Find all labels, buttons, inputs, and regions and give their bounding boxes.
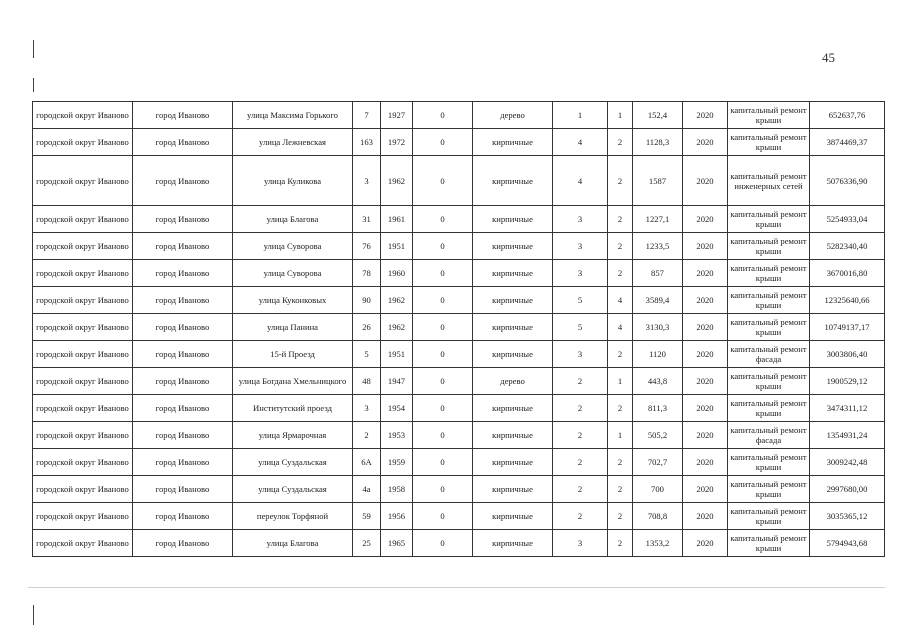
build-year-cell: 1958 xyxy=(381,476,413,503)
area-cell: 1120 xyxy=(633,341,683,368)
table-row xyxy=(33,206,885,233)
work-type-cell: капитальный ремонт крыши xyxy=(728,102,810,129)
house-number-cell: 2 xyxy=(353,422,381,449)
zero-value-cell: 0 xyxy=(413,206,473,233)
street-cell: улица Куликова xyxy=(233,156,353,206)
table-row xyxy=(33,260,885,287)
work-type-cell: капитальный ремонт крыши xyxy=(728,476,810,503)
house-number-cell: 76 xyxy=(353,233,381,260)
zero-value-cell: 0 xyxy=(413,341,473,368)
floors-cell: 5 xyxy=(553,287,608,314)
floors-cell: 2 xyxy=(553,503,608,530)
floors-cell: 2 xyxy=(553,449,608,476)
area-cell: 3589,4 xyxy=(633,287,683,314)
floors-cell: 2 xyxy=(553,395,608,422)
zero-value-cell: 0 xyxy=(413,503,473,530)
city-cell: город Иваново xyxy=(133,156,233,206)
city-cell: город Иваново xyxy=(133,395,233,422)
entrances-cell: 2 xyxy=(608,156,633,206)
work-type-cell: капитальный ремонт крыши xyxy=(728,530,810,557)
cost-cell: 3003806,40 xyxy=(810,341,885,368)
plan-year-cell: 2020 xyxy=(683,287,728,314)
city-cell: город Иваново xyxy=(133,449,233,476)
table-row xyxy=(33,233,885,260)
municipality-cell: городской округ Иваново xyxy=(33,129,133,156)
work-type-cell: капитальный ремонт крыши xyxy=(728,260,810,287)
floors-cell: 4 xyxy=(553,156,608,206)
entrances-cell: 2 xyxy=(608,129,633,156)
build-year-cell: 1953 xyxy=(381,422,413,449)
floors-cell: 2 xyxy=(553,368,608,395)
zero-value-cell: 0 xyxy=(413,156,473,206)
house-number-cell: 25 xyxy=(353,530,381,557)
area-cell: 505,2 xyxy=(633,422,683,449)
street-cell: Институтский проезд xyxy=(233,395,353,422)
street-cell: улица Суздальская xyxy=(233,476,353,503)
work-type-cell: капитальный ремонт инженерных сетей xyxy=(728,156,810,206)
house-number-cell: 78 xyxy=(353,260,381,287)
work-type-cell: капитальный ремонт крыши xyxy=(728,314,810,341)
wall-material-cell: кирпичные xyxy=(473,233,553,260)
floors-cell: 3 xyxy=(553,233,608,260)
area-cell: 857 xyxy=(633,260,683,287)
work-type-cell: капитальный ремонт крыши xyxy=(728,206,810,233)
area-cell: 1233,5 xyxy=(633,233,683,260)
zero-value-cell: 0 xyxy=(413,530,473,557)
cost-cell: 5282340,40 xyxy=(810,233,885,260)
table-row xyxy=(33,368,885,395)
wall-material-cell: кирпичные xyxy=(473,449,553,476)
table-row xyxy=(33,102,885,129)
entrances-cell: 2 xyxy=(608,449,633,476)
street-cell: улица Суворова xyxy=(233,233,353,260)
cost-cell: 3474311,12 xyxy=(810,395,885,422)
entrances-cell: 2 xyxy=(608,395,633,422)
table-row xyxy=(33,476,885,503)
municipality-cell: городской округ Иваново xyxy=(33,476,133,503)
work-type-cell: капитальный ремонт крыши xyxy=(728,503,810,530)
work-type-cell: капитальный ремонт крыши xyxy=(728,129,810,156)
area-cell: 1353,2 xyxy=(633,530,683,557)
build-year-cell: 1962 xyxy=(381,314,413,341)
table-row xyxy=(33,129,885,156)
floors-cell: 1 xyxy=(553,102,608,129)
cost-cell: 2997680,00 xyxy=(810,476,885,503)
table-row xyxy=(33,314,885,341)
build-year-cell: 1960 xyxy=(381,260,413,287)
cost-cell: 3035365,12 xyxy=(810,503,885,530)
zero-value-cell: 0 xyxy=(413,395,473,422)
wall-material-cell: кирпичные xyxy=(473,129,553,156)
cost-cell: 652637,76 xyxy=(810,102,885,129)
zero-value-cell: 0 xyxy=(413,129,473,156)
municipality-cell: городской округ Иваново xyxy=(33,449,133,476)
entrances-cell: 2 xyxy=(608,233,633,260)
street-cell: улица Лежневская xyxy=(233,129,353,156)
street-cell: улица Максима Горького xyxy=(233,102,353,129)
table-row xyxy=(33,341,885,368)
city-cell: город Иваново xyxy=(133,314,233,341)
cost-cell: 3670016,80 xyxy=(810,260,885,287)
street-cell: улица Суворова xyxy=(233,260,353,287)
house-number-cell: 3 xyxy=(353,395,381,422)
plan-year-cell: 2020 xyxy=(683,233,728,260)
housing-repair-table xyxy=(32,101,885,557)
build-year-cell: 1956 xyxy=(381,503,413,530)
entrances-cell: 2 xyxy=(608,341,633,368)
entrances-cell: 1 xyxy=(608,422,633,449)
house-number-cell: 7 xyxy=(353,102,381,129)
house-number-cell: 3 xyxy=(353,156,381,206)
street-cell: улица Благова xyxy=(233,206,353,233)
city-cell: город Иваново xyxy=(133,530,233,557)
house-number-cell: 163 xyxy=(353,129,381,156)
table-row xyxy=(33,449,885,476)
floors-cell: 2 xyxy=(553,422,608,449)
cost-cell: 5794943,68 xyxy=(810,530,885,557)
build-year-cell: 1927 xyxy=(381,102,413,129)
municipality-cell: городской округ Иваново xyxy=(33,530,133,557)
zero-value-cell: 0 xyxy=(413,476,473,503)
wall-material-cell: дерево xyxy=(473,368,553,395)
wall-material-cell: дерево xyxy=(473,102,553,129)
build-year-cell: 1951 xyxy=(381,341,413,368)
city-cell: город Иваново xyxy=(133,503,233,530)
cost-cell: 3009242,48 xyxy=(810,449,885,476)
work-type-cell: капитальный ремонт крыши xyxy=(728,395,810,422)
street-cell: улица Богдана Хмельницкого xyxy=(233,368,353,395)
floors-cell: 3 xyxy=(553,260,608,287)
city-cell: город Иваново xyxy=(133,368,233,395)
city-cell: город Иваново xyxy=(133,260,233,287)
entrances-cell: 2 xyxy=(608,476,633,503)
build-year-cell: 1961 xyxy=(381,206,413,233)
table-row xyxy=(33,503,885,530)
area-cell: 811,3 xyxy=(633,395,683,422)
wall-material-cell: кирпичные xyxy=(473,287,553,314)
page-number: 45 xyxy=(822,50,835,65)
work-type-cell: капитальный ремонт фасада xyxy=(728,422,810,449)
plan-year-cell: 2020 xyxy=(683,503,728,530)
entrances-cell: 1 xyxy=(608,368,633,395)
house-number-cell: 90 xyxy=(353,287,381,314)
zero-value-cell: 0 xyxy=(413,233,473,260)
table-row xyxy=(33,530,885,557)
city-cell: город Иваново xyxy=(133,476,233,503)
wall-material-cell: кирпичные xyxy=(473,395,553,422)
house-number-cell: 59 xyxy=(353,503,381,530)
floors-cell: 3 xyxy=(553,206,608,233)
wall-material-cell: кирпичные xyxy=(473,530,553,557)
build-year-cell: 1947 xyxy=(381,368,413,395)
plan-year-cell: 2020 xyxy=(683,314,728,341)
house-number-cell: 26 xyxy=(353,314,381,341)
floors-cell: 3 xyxy=(553,530,608,557)
table-row xyxy=(33,395,885,422)
area-cell: 152,4 xyxy=(633,102,683,129)
street-cell: улица Ярмарочная xyxy=(233,422,353,449)
plan-year-cell: 2020 xyxy=(683,341,728,368)
house-number-cell: 6А xyxy=(353,449,381,476)
build-year-cell: 1972 xyxy=(381,129,413,156)
build-year-cell: 1951 xyxy=(381,233,413,260)
build-year-cell: 1962 xyxy=(381,156,413,206)
table-row xyxy=(33,287,885,314)
street-cell: улица Куконковых xyxy=(233,287,353,314)
municipality-cell: городской округ Иваново xyxy=(33,368,133,395)
work-type-cell: капитальный ремонт крыши xyxy=(728,287,810,314)
city-cell: город Иваново xyxy=(133,233,233,260)
floors-cell: 5 xyxy=(553,314,608,341)
municipality-cell: городской округ Иваново xyxy=(33,260,133,287)
binding-mark xyxy=(33,605,34,625)
city-cell: город Иваново xyxy=(133,102,233,129)
floors-cell: 3 xyxy=(553,341,608,368)
wall-material-cell: кирпичные xyxy=(473,341,553,368)
wall-material-cell: кирпичные xyxy=(473,260,553,287)
build-year-cell: 1965 xyxy=(381,530,413,557)
floors-cell: 2 xyxy=(553,476,608,503)
house-number-cell: 4а xyxy=(353,476,381,503)
entrances-cell: 2 xyxy=(608,260,633,287)
wall-material-cell: кирпичные xyxy=(473,156,553,206)
binding-mark xyxy=(33,78,34,92)
area-cell: 443,8 xyxy=(633,368,683,395)
plan-year-cell: 2020 xyxy=(683,102,728,129)
entrances-cell: 4 xyxy=(608,314,633,341)
area-cell: 700 xyxy=(633,476,683,503)
municipality-cell: городской округ Иваново xyxy=(33,206,133,233)
street-cell: переулок Торфяной xyxy=(233,503,353,530)
work-type-cell: капитальный ремонт крыши xyxy=(728,233,810,260)
entrances-cell: 2 xyxy=(608,530,633,557)
municipality-cell: городской округ Иваново xyxy=(33,395,133,422)
cost-cell: 3874469,37 xyxy=(810,129,885,156)
work-type-cell: капитальный ремонт крыши xyxy=(728,449,810,476)
house-number-cell: 48 xyxy=(353,368,381,395)
zero-value-cell: 0 xyxy=(413,422,473,449)
plan-year-cell: 2020 xyxy=(683,129,728,156)
area-cell: 3130,3 xyxy=(633,314,683,341)
municipality-cell: городской округ Иваново xyxy=(33,422,133,449)
table-row xyxy=(33,156,885,206)
street-cell: улица Благова xyxy=(233,530,353,557)
zero-value-cell: 0 xyxy=(413,314,473,341)
build-year-cell: 1962 xyxy=(381,287,413,314)
wall-material-cell: кирпичные xyxy=(473,206,553,233)
municipality-cell: городской округ Иваново xyxy=(33,287,133,314)
city-cell: город Иваново xyxy=(133,341,233,368)
plan-year-cell: 2020 xyxy=(683,449,728,476)
street-cell: улица Панина xyxy=(233,314,353,341)
city-cell: город Иваново xyxy=(133,287,233,314)
house-number-cell: 31 xyxy=(353,206,381,233)
cost-cell: 1354931,24 xyxy=(810,422,885,449)
zero-value-cell: 0 xyxy=(413,287,473,314)
cost-cell: 1900529,12 xyxy=(810,368,885,395)
city-cell: город Иваново xyxy=(133,206,233,233)
cost-cell: 5254933,04 xyxy=(810,206,885,233)
area-cell: 702,7 xyxy=(633,449,683,476)
municipality-cell: городской округ Иваново xyxy=(33,503,133,530)
zero-value-cell: 0 xyxy=(413,260,473,287)
street-cell: 15-й Проезд xyxy=(233,341,353,368)
wall-material-cell: кирпичные xyxy=(473,314,553,341)
area-cell: 1587 xyxy=(633,156,683,206)
wall-material-cell: кирпичные xyxy=(473,422,553,449)
entrances-cell: 2 xyxy=(608,503,633,530)
cost-cell: 5076336,90 xyxy=(810,156,885,206)
plan-year-cell: 2020 xyxy=(683,260,728,287)
plan-year-cell: 2020 xyxy=(683,395,728,422)
area-cell: 1128,3 xyxy=(633,129,683,156)
municipality-cell: городской округ Иваново xyxy=(33,102,133,129)
municipality-cell: городской округ Иваново xyxy=(33,314,133,341)
plan-year-cell: 2020 xyxy=(683,476,728,503)
area-cell: 1227,1 xyxy=(633,206,683,233)
area-cell: 708,8 xyxy=(633,503,683,530)
zero-value-cell: 0 xyxy=(413,449,473,476)
city-cell: город Иваново xyxy=(133,422,233,449)
cost-cell: 12325640,66 xyxy=(810,287,885,314)
build-year-cell: 1959 xyxy=(381,449,413,476)
municipality-cell: городской округ Иваново xyxy=(33,233,133,260)
plan-year-cell: 2020 xyxy=(683,156,728,206)
binding-mark xyxy=(33,40,34,58)
cost-cell: 10749137,17 xyxy=(810,314,885,341)
plan-year-cell: 2020 xyxy=(683,206,728,233)
zero-value-cell: 0 xyxy=(413,102,473,129)
plan-year-cell: 2020 xyxy=(683,422,728,449)
work-type-cell: капитальный ремонт крыши xyxy=(728,368,810,395)
floors-cell: 4 xyxy=(553,129,608,156)
table-body xyxy=(33,102,885,557)
entrances-cell: 4 xyxy=(608,287,633,314)
street-cell: улица Суздальская xyxy=(233,449,353,476)
municipality-cell: городской округ Иваново xyxy=(33,341,133,368)
municipality-cell: городской округ Иваново xyxy=(33,156,133,206)
house-number-cell: 5 xyxy=(353,341,381,368)
plan-year-cell: 2020 xyxy=(683,530,728,557)
build-year-cell: 1954 xyxy=(381,395,413,422)
city-cell: город Иваново xyxy=(133,129,233,156)
work-type-cell: капитальный ремонт фасада xyxy=(728,341,810,368)
entrances-cell: 1 xyxy=(608,102,633,129)
zero-value-cell: 0 xyxy=(413,368,473,395)
wall-material-cell: кирпичные xyxy=(473,476,553,503)
plan-year-cell: 2020 xyxy=(683,368,728,395)
entrances-cell: 2 xyxy=(608,206,633,233)
scan-line xyxy=(28,587,885,588)
wall-material-cell: кирпичные xyxy=(473,503,553,530)
table-row xyxy=(33,422,885,449)
